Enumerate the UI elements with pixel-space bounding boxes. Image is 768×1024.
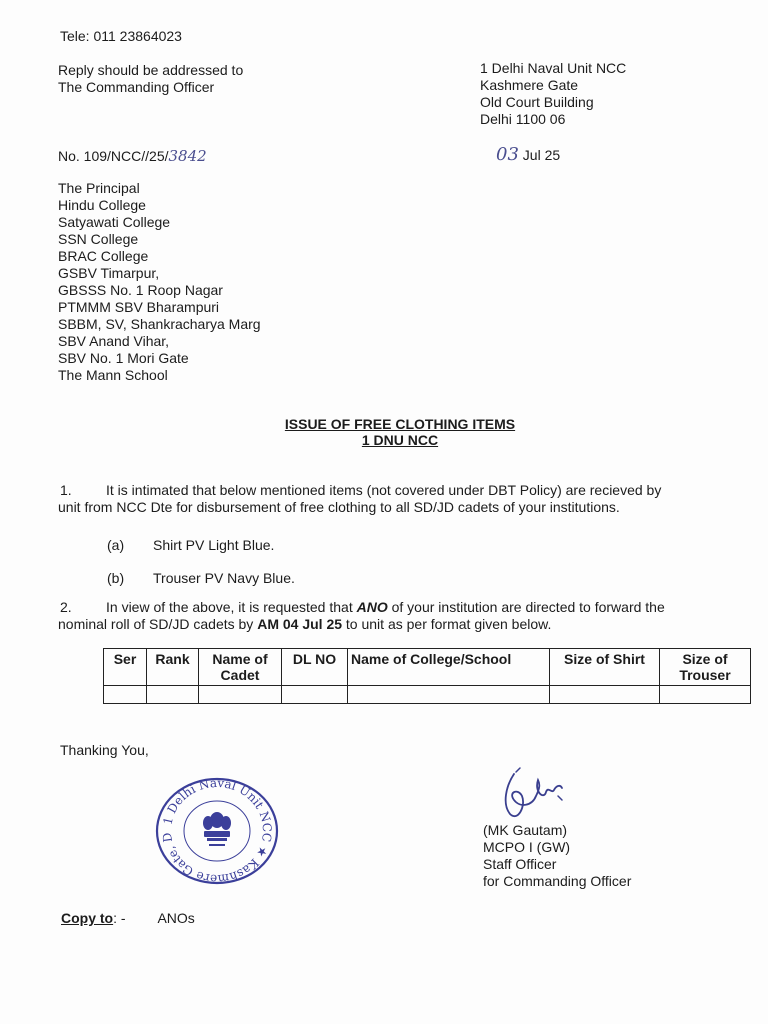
para-emphasis: AM 04 Jul 25 bbox=[257, 616, 343, 632]
para-text: of your institution are directed to forward the bbox=[387, 599, 665, 615]
subject-line-2: 1 DNU NCC bbox=[361, 432, 439, 448]
addressee: SSN College bbox=[58, 231, 139, 247]
reference-handwritten: 3842 bbox=[168, 147, 207, 165]
date-printed: Jul 25 bbox=[522, 147, 561, 163]
para-number: 1. bbox=[60, 482, 72, 498]
addressee: Hindu College bbox=[58, 197, 146, 213]
date-handwritten: 03 bbox=[496, 144, 519, 165]
table-cell bbox=[660, 686, 751, 704]
addressee-list bbox=[58, 180, 261, 384]
item-label: (a) bbox=[107, 537, 125, 553]
table-header-row bbox=[104, 649, 751, 686]
addressee: BRAC College bbox=[58, 248, 149, 264]
closing: Thanking You, bbox=[60, 742, 149, 758]
signatory-rank: MCPO I (GW) bbox=[483, 839, 571, 855]
table-cell bbox=[147, 686, 199, 704]
nominal-roll-table bbox=[103, 648, 751, 704]
para-text: unit from NCC Dte for disbursement of free clothing to all SD/JD cadets of your institutions. bbox=[58, 499, 620, 515]
signature-mark bbox=[496, 766, 576, 829]
paragraph-1 bbox=[60, 482, 750, 516]
emblem-icon bbox=[203, 812, 231, 846]
reply-line: The Commanding Officer bbox=[58, 79, 215, 95]
signatory-capacity: for Commanding Officer bbox=[483, 873, 632, 889]
addressee: The Principal bbox=[58, 180, 140, 196]
table-cell bbox=[199, 686, 282, 704]
signatory-name: (MK Gautam) bbox=[483, 822, 568, 838]
table-row bbox=[104, 686, 751, 704]
signatory-block bbox=[483, 822, 631, 890]
column-header: Rank bbox=[147, 649, 199, 686]
paragraph-2 bbox=[60, 599, 750, 633]
addressee: Satyawati College bbox=[58, 214, 171, 230]
letter-date bbox=[496, 144, 560, 165]
list-item bbox=[107, 570, 295, 586]
signatory-title: Staff Officer bbox=[483, 856, 557, 872]
subject-line-1: ISSUE OF FREE CLOTHING ITEMS bbox=[284, 416, 516, 432]
copy-to bbox=[61, 910, 195, 926]
stamp-ring-text: 1 Delhi Naval Unit NCC ★ Kashmere Gate, D bbox=[159, 776, 275, 886]
table-cell bbox=[348, 686, 550, 704]
signature-icon bbox=[496, 766, 576, 826]
unit-stamp bbox=[152, 776, 282, 889]
para-number: 2. bbox=[60, 599, 72, 615]
column-header: Name of Cadet bbox=[199, 649, 282, 686]
addressee: The Mann School bbox=[58, 367, 168, 383]
list-item bbox=[107, 537, 274, 553]
addressee: GBSSS No. 1 Roop Nagar bbox=[58, 282, 223, 298]
reference-printed: No. 109/NCC//25/ bbox=[58, 148, 169, 164]
column-header: DL NO bbox=[282, 649, 348, 686]
table-cell bbox=[282, 686, 348, 704]
column-header: Ser bbox=[104, 649, 147, 686]
unit-address bbox=[480, 60, 626, 128]
table-cell bbox=[104, 686, 147, 704]
para-emphasis: ANO bbox=[356, 599, 388, 615]
addressee: GSBV Timarpur, bbox=[58, 265, 160, 281]
copy-to-value: ANOs bbox=[157, 910, 195, 926]
address-line: Delhi 1100 06 bbox=[480, 111, 566, 127]
copy-to-suffix: : - bbox=[113, 910, 126, 926]
addressee: SBV Anand Vihar, bbox=[58, 333, 170, 349]
address-line: 1 Delhi Naval Unit NCC bbox=[480, 60, 627, 76]
stamp-seal bbox=[152, 776, 282, 886]
addressee: SBV No. 1 Mori Gate bbox=[58, 350, 189, 366]
para-text: nominal roll of SD/JD cadets by bbox=[58, 616, 258, 632]
para-text: In view of the above, it is requested that bbox=[106, 599, 357, 615]
column-header: Name of College/School bbox=[348, 649, 550, 686]
address-line: Kashmere Gate bbox=[480, 77, 579, 93]
column-header: Size of Trouser bbox=[660, 649, 751, 686]
item-text: Trouser PV Navy Blue. bbox=[153, 570, 295, 586]
reference-number bbox=[58, 147, 207, 165]
para-text: to unit as per format given below. bbox=[342, 616, 552, 632]
reply-block bbox=[58, 62, 243, 96]
addressee: PTMMM SBV Bharampuri bbox=[58, 299, 220, 315]
telephone: Tele: 011 23864023 bbox=[60, 28, 182, 44]
item-text: Shirt PV Light Blue. bbox=[153, 537, 275, 553]
addressee: SBBM, SV, Shankracharya Marg bbox=[58, 316, 261, 332]
reply-line: Reply should be addressed to bbox=[58, 62, 244, 78]
table-cell bbox=[550, 686, 660, 704]
address-line: Old Court Building bbox=[480, 94, 594, 110]
para-text: It is intimated that below mentioned items (not covered under DBT Policy) are recieved by bbox=[106, 482, 662, 498]
item-label: (b) bbox=[107, 570, 125, 586]
copy-to-label: Copy to bbox=[61, 910, 114, 926]
column-header: Size of Shirt bbox=[550, 649, 660, 686]
